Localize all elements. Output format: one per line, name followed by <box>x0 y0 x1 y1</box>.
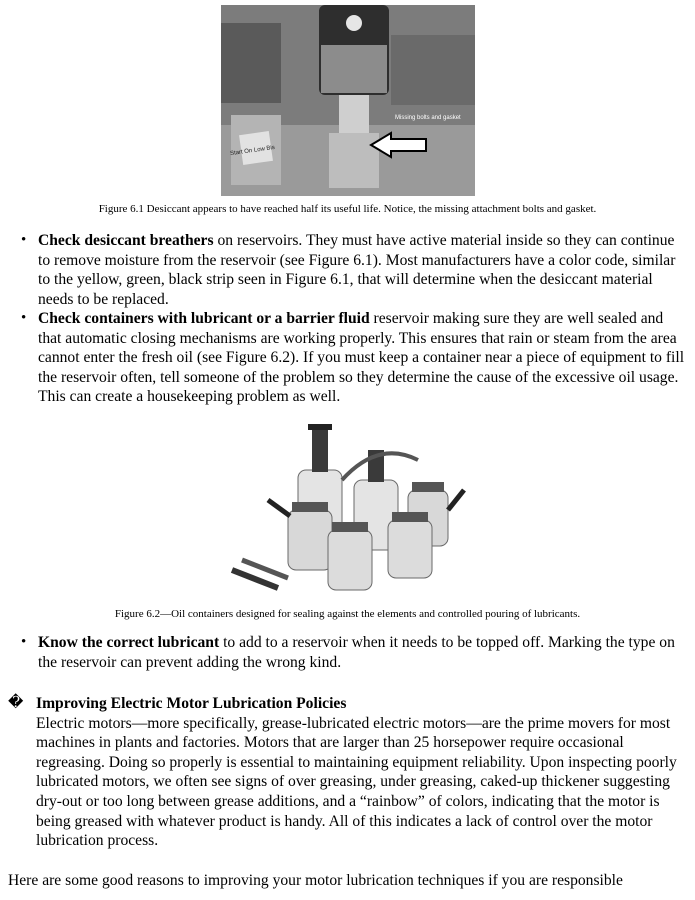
figure-6-1-caption: Figure 6.1 Desiccant appears to have reached half its useful life. Notice, the missing attachment bolts and gasket. <box>98 203 597 215</box>
figure-6-1-tag-text: Start On Low Bis <box>229 144 276 158</box>
bullet-text: reservoir making sure they are well sealed and that automatic closing mechanisms are working properly. This ensures that rain or steam from the area cannot enter the fresh oil (see Figure 6.2). If you must keep a container near a piece of equipment to fill the reservoir often, tell someone of the problem so they determine the cause of the excessive oil usage. This can create a housekeeping problem as well. <box>38 310 685 406</box>
bullet-bold-lead: Check desiccant breathers <box>38 232 214 249</box>
section-paragraph: Electric motors—more specifically, grease-lubricated electric motors—are the prime movers for most machines in plants and factories. Motors that are larger than 25 horsepower require occasional regreasing. Doing so properly is essential to maintaining equipment reliability. Upon inspecting poorly lubricated motors, we often see signs of over greasing, under greasing, caked-up thickener suggesting dry-out or too long between grease additions, and a “rainbow” of colors, indicating that the motor is being greased with whatever product is handy. All of this indicates a lack of control over the motor lubrication process. <box>36 714 677 850</box>
figure-6-2-caption: Figure 6.2—Oil containers designed for sealing against the elements and controlled pouring of lubricants. <box>114 608 581 620</box>
bullet-bold-lead: Know the correct lubricant <box>38 634 220 651</box>
bullet-dot: • <box>21 232 27 248</box>
bullet-text: on reservoirs. They must have active material inside so they can continue to remove moisture from the reservoir (see Figure 6.1). Most manufacturers have a color code, similar to the yellow, green, black strip seen in Figure 6.1, that will determine when the desiccant material needs to be replaced. <box>38 232 676 308</box>
bullet-bold-lead: Check containers with lubricant or a barrier fluid <box>38 310 370 327</box>
bullet-desiccant-breathers <box>21 231 688 309</box>
closing-sentence: Here are some good reasons to improving your motor lubrication techniques if you are responsible <box>8 872 623 889</box>
figure-6-1-label: Missing bolts and gasket <box>395 115 461 121</box>
figure-6-2-photo <box>228 420 468 598</box>
bullet-containers <box>21 309 688 407</box>
figure-6-1-photo <box>221 5 475 196</box>
bullet-correct-lubricant <box>21 633 688 672</box>
bullet-text: to add to a reservoir when it needs to be topped off. Marking the type on the reservoir can prevent adding the wrong kind. <box>38 634 675 671</box>
bullet-dot: • <box>21 634 27 650</box>
bullet-dot: • <box>21 310 27 326</box>
section-heading: Improving Electric Motor Lubrication Policies <box>36 695 347 712</box>
section-glyph: � <box>8 695 24 711</box>
